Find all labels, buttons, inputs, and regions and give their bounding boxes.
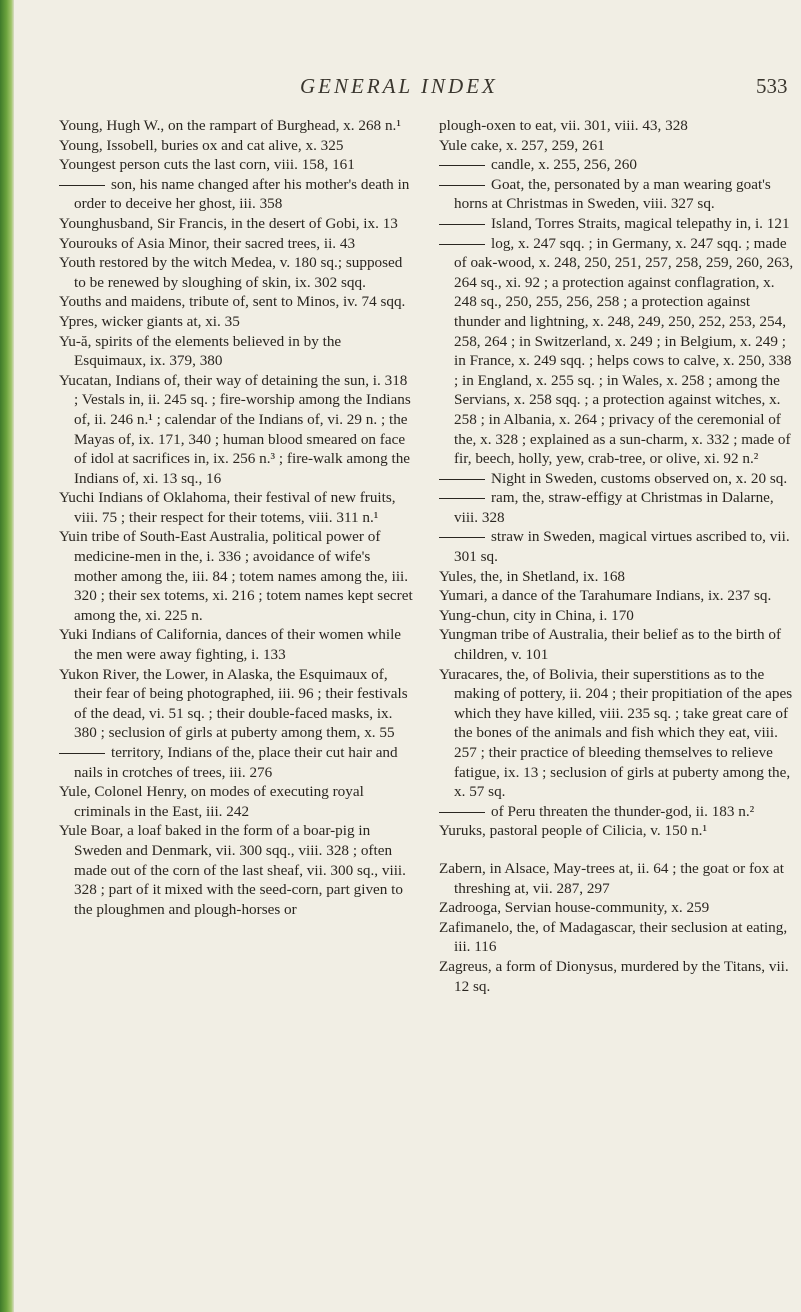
index-entry (439, 116, 794, 136)
index-subentry (59, 175, 414, 214)
index-entry (59, 312, 414, 332)
entry-text: log, x. 247 sqq. ; in Germany, x. 247 sqq. ; made of oak-wood, x. 248, 250, 251, 257, 258, 259, 260, 263, 264 sq., xi. 92 ; a protection against conflagration, x. 248 sq., 250, 255, 256, 258 ; a protection against thunder and lightning, x. 248, 249, 250, 252, 253, 254, 258, 264 ; in Switzerland, x. 249 ; in Belgium, x. 249 ; in France, x. 249 sqq. ; helps cows to calve, x. 250, 338 ; in England, x. 255 sq. ; in Wales, x. 258 ; among the Servians, x. 258 sqq. ; a protection against witches, x. 258 ; in Albania, x. 264 ; privacy of the ceremonial of the, x. 328 ; explained as a sun-charm, x. 332 ; made of fir, beech, holly, yew, crab-tree, or olive, xi. 92 n.² (454, 234, 794, 468)
ditto-dash (439, 224, 485, 225)
index-entry (59, 332, 414, 371)
entry-text: Yule, Colonel Henry, on modes of executing royal criminals in the East, iii. 242 (59, 783, 364, 820)
entry-text: Yules, the, in Shetland, ix. 168 (439, 567, 626, 585)
index-subentry (439, 802, 794, 822)
index-entry (59, 234, 414, 254)
index-entry (439, 957, 794, 996)
book-spine-edge (0, 0, 14, 1312)
entry-text: son, his name changed after his mother's death in order to deceive her ghost, iii. 358 (74, 175, 410, 213)
entry-text: Yourouks of Asia Minor, their sacred trees, ii. 43 (59, 234, 356, 252)
entry-text: Yumari, a dance of the Tarahumare Indians, ix. 237 sq. (439, 587, 772, 605)
index-subentry (439, 488, 794, 527)
index-entry (59, 116, 414, 136)
index-subentry (439, 214, 794, 234)
entry-text: Zagreus, a form of Dionysus, murdered by the Titans, vii. 12 sq. (439, 957, 789, 995)
index-entry (439, 859, 794, 898)
index-page (14, 0, 801, 1312)
page-number: 533 (756, 74, 788, 98)
page-header (294, 74, 794, 104)
index-entry (439, 821, 794, 841)
index-entry (59, 527, 414, 625)
index-entry (59, 253, 414, 292)
index-subentry (439, 527, 794, 566)
entry-text: Young, Hugh W., on the rampart of Burghead, x. 268 n.¹ (59, 117, 401, 134)
entry-text: Island, Torres Straits, magical telepathy in, i. 121 (491, 214, 790, 232)
ditto-dash (59, 753, 105, 754)
entry-text: Young, Issobell, buries ox and cat alive, x. 325 (59, 136, 344, 154)
entry-text: Yungman tribe of Australia, their belief as to the birth of children, v. 101 (439, 626, 782, 664)
ditto-dash (59, 185, 105, 186)
entry-text: Youths and maidens, tribute of, sent to Minos, iv. 74 sqq. (59, 293, 406, 311)
running-title: GENERAL INDEX (300, 74, 498, 98)
entry-text: Yuracares, the, of Bolivia, their superstitions as to the making of pottery, ii. 204 ; their propitiation of the apes which they have killed, viii. 235 sq. ; take great care of the bones of the animals and fish which they eat, viii. 257 ; their practice of bleeding themselves to relieve fatigue, ix. 13 ; seclusion of girls at puberty among the, x. 57 sq. (439, 665, 793, 801)
index-entry (59, 155, 414, 175)
index-entry (439, 606, 794, 626)
entry-text: Yu-ă, spirits of the elements believed in by the Esquimaux, ix. 379, 380 (59, 332, 342, 370)
index-entry (439, 567, 794, 587)
ditto-dash (439, 479, 485, 480)
index-subentry (439, 175, 794, 214)
entry-text: Yuin tribe of South-East Australia, political power of medicine-men in the, i. 336 ; avoidance of wife's mother among the, iii. 84 ; totem names among the, iii. 320 ; their sex totems, xi. 216 ; totem names kept secret among the, xi. 225 n. (59, 528, 413, 624)
left-column (59, 116, 414, 919)
entry-text: Youth restored by the witch Medea, v. 180 sq.; supposed to be renewed by sloughing of skin, ix. 302 sqq. (59, 254, 403, 291)
index-entry (439, 136, 794, 156)
index-entry (59, 371, 414, 489)
entry-text: Night in Sweden, customs observed on, x. 20 sq. (491, 469, 788, 487)
entry-text: Youngest person cuts the last corn, viii. 158, 161 (59, 156, 355, 174)
index-entry (439, 625, 794, 664)
entry-text: Yuchi Indians of Oklahoma, their festival of new fruits, viii. 75 ; their respect for their totems, viii. 311 n.¹ (59, 489, 396, 526)
entry-text: Yukon River, the Lower, in Alaska, the Esquimaux of, their fear of being photographed, iii. 96 ; their festivals of the dead, vi. 51 sq. ; their double-faced masks, ix. 380 ; seclusion of girls at puberty among them, x. 55 (59, 665, 408, 742)
index-entry (59, 488, 414, 527)
entry-text: candle, x. 255, 256, 260 (491, 156, 637, 174)
ditto-dash (439, 244, 485, 245)
ditto-dash (439, 537, 485, 538)
entry-text: Younghusband, Sir Francis, in the desert of Gobi, ix. 13 (59, 214, 398, 232)
index-entry (439, 898, 794, 918)
index-entry (59, 292, 414, 312)
entry-text: Yuki Indians of California, dances of their women while the men were away fighting, i. 133 (59, 626, 402, 664)
entry-text: Yule cake, x. 257, 259, 261 (439, 136, 605, 154)
index-subentry (439, 234, 794, 469)
entry-text: ram, the, straw-effigy at Christmas in Dalarne, viii. 328 (454, 489, 774, 526)
entry-text: plough-oxen to eat, vii. 301, viii. 43, 328 (439, 117, 688, 134)
ditto-dash (439, 165, 485, 166)
entry-text: Yucatan, Indians of, their way of detaining the sun, i. 318 ; Vestals in, ii. 245 sq. ; fire-worship among the Indians of, ii. 246 n.¹ ; calendar of the Indians of, vi. 29 n. ; the Mayas of, ix. 171, 340 ; human blood smeared on face of idol at sacrifices in, ix. 256 n.³ ; fire-walk among the Indians of, xi. 13 sq., 16 (59, 371, 411, 487)
entry-text: Yuruks, pastoral people of Cilicia, v. 150 n.¹ (439, 822, 708, 840)
entry-text: Goat, the, personated by a man wearing goat's horns at Christmas in Sweden, viii. 327 sq. (454, 175, 771, 213)
entry-text: Yule Boar, a loaf baked in the form of a boar-pig in Sweden and Denmark, vii. 300 sqq., viii. 328 ; often made out of the corn of the last sheaf, vii. 300 sq., viii. 328 ; part of it mixed with the seed-corn, part given to the ploughmen and plough-horses or (59, 822, 406, 918)
index-subentry (439, 155, 794, 175)
entry-text: Ypres, wicker giants at, xi. 35 (59, 312, 240, 330)
index-entry (59, 136, 414, 156)
entry-text: territory, Indians of the, place their cut hair and nails in crotches of trees, iii. 276 (74, 744, 398, 781)
ditto-dash (439, 185, 485, 186)
entry-text: straw in Sweden, magical virtues ascribed to, vii. 301 sq. (454, 528, 790, 566)
index-entry (439, 586, 794, 606)
entry-text: Yung-chun, city in China, i. 170 (439, 606, 634, 624)
index-subentry (59, 743, 414, 782)
ditto-dash (439, 812, 485, 813)
index-entry (59, 625, 414, 664)
entry-text: of Peru threaten the thunder-god, ii. 183 n.² (491, 802, 755, 820)
index-entry (59, 665, 414, 743)
index-entry (59, 214, 414, 234)
index-entry (439, 918, 794, 957)
index-entry (59, 821, 414, 919)
entry-text: Zadrooga, Servian house-community, x. 259 (439, 899, 710, 917)
entry-text: Zafimanelo, the, of Madagascar, their seclusion at eating, iii. 116 (439, 918, 788, 956)
index-entry (59, 782, 414, 821)
index-subentry (439, 469, 794, 489)
index-entry (439, 665, 794, 802)
entry-text: Zabern, in Alsace, May-trees at, ii. 64 ; the goat or fox at threshing at, vii. 287, 297 (439, 859, 784, 897)
ditto-dash (439, 498, 485, 499)
right-column (439, 116, 794, 996)
